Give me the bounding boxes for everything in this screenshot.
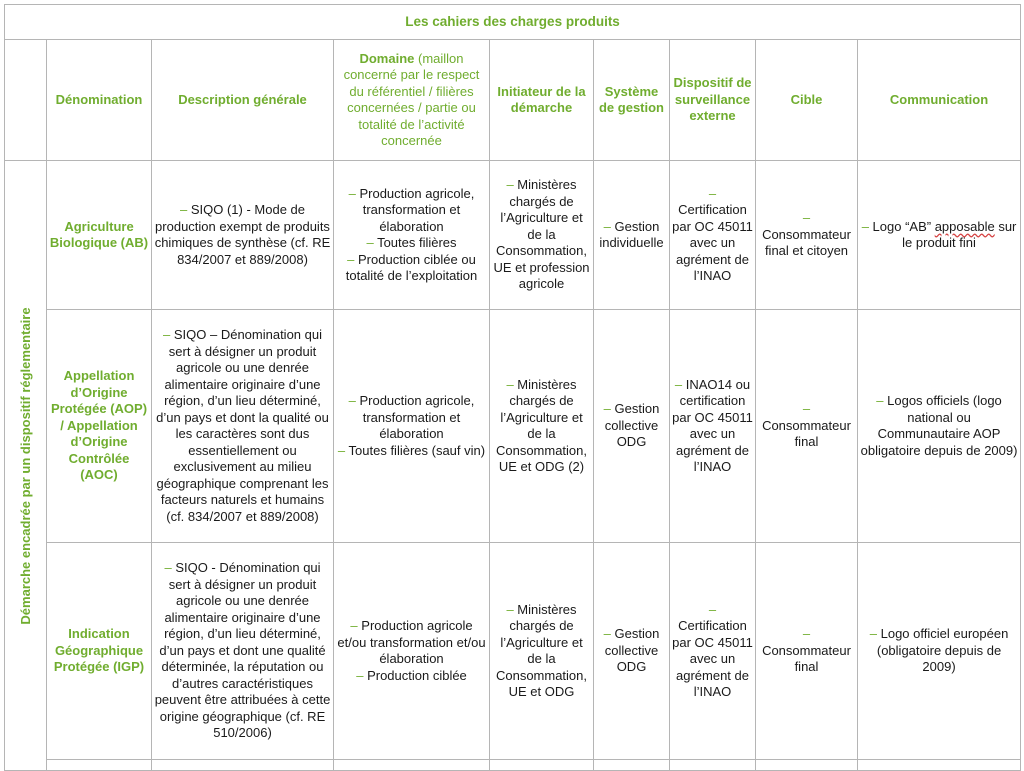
cible-cell: – Consommateur final	[756, 310, 858, 543]
description-cell: – SIQO – Dénomination qui sert à désigner un produit agricole ou une denrée alimentaire originaire d’une région, d’un lieu déterminé, d’un pays et dont la qualité ou les caractères sont dus essentiellement ou exclusivement au milieu géographique comprenant les facteurs naturels et humains (cf. 834/2007 et 889/2008)	[152, 310, 334, 543]
cahiers-des-charges-table	[4, 4, 1021, 771]
side-label: Démarche encadrée par un dispositif réglementaire	[17, 306, 33, 625]
header-row	[5, 40, 1021, 161]
table-row-partial	[5, 760, 1021, 771]
table-title: Les cahiers des charges produits	[5, 5, 1021, 40]
table-row	[5, 543, 1021, 760]
header-cible: Cible	[756, 40, 858, 161]
description-cell: – SIQO (1) - Mode de production exempt de produits chimiques de synthèse (cf. RE 834/2007 et 889/2008)	[152, 161, 334, 310]
communication-cell: – Logo “AB” apposable sur le produit fini	[858, 161, 1021, 310]
cible-cell: – Consommateur final	[756, 543, 858, 760]
denomination-cell: Indication Géographique Protégée (IGP)	[47, 543, 152, 760]
header-denomination: Dénomination	[47, 40, 152, 161]
header-description: Description générale	[152, 40, 334, 161]
systeme-cell: – Gestion collective ODG	[594, 543, 670, 760]
initiateur-cell: – Ministères chargés de l’Agriculture et de la Consommation, UE et ODG	[490, 543, 594, 760]
domaine-cell: – Production agricole, transformation et élaboration – Toutes filières (sauf vin)	[334, 310, 490, 543]
communication-cell: – Logos officiels (logo national ou Communautaire AOP obligatoire depuis de 2009)	[858, 310, 1021, 543]
systeme-cell: – Gestion individuelle	[594, 161, 670, 310]
dispositif-cell: – Certification par OC 45011 avec un agrément de l’INAO	[670, 161, 756, 310]
initiateur-cell: – Ministères chargés de l’Agriculture et de la Consommation, UE et profession agricole	[490, 161, 594, 310]
spellcheck-underline: apposable	[934, 218, 995, 234]
domaine-cell: – Production agricole et/ou transformation et/ou élaboration – Production ciblée	[334, 543, 490, 760]
header-empty-cell	[5, 40, 47, 161]
side-label-cell	[5, 161, 47, 771]
dispositif-cell: – INAO14 ou certification par OC 45011 avec un agrément de l’INAO	[670, 310, 756, 543]
systeme-cell: – Gestion collective ODG	[594, 310, 670, 543]
header-domaine	[334, 40, 490, 161]
header-domaine-bold: Domaine	[359, 50, 415, 66]
dispositif-cell: – Certification par OC 45011 avec un agrément de l’INAO	[670, 543, 756, 760]
header-communication: Communication	[858, 40, 1021, 161]
description-cell: – SIQO - Dénomination qui sert à désigner un produit agricole ou une denrée alimentaire originaire d’une région, d’un lieu déterminé, d’un pays et dont une qualité déterminée, la réputation ou d’autres caractéristiques peuvent être attribuées à cette origine géographique (cf. RE 510/2006)	[152, 543, 334, 760]
header-systeme: Système de gestion	[594, 40, 670, 161]
header-domaine-detail: (maillon concerné par le respect du référentiel / filières concernées / partie ou totalité de l’activité concernée	[343, 50, 480, 148]
header-initiateur: Initiateur de la démarche	[490, 40, 594, 161]
table-row	[5, 310, 1021, 543]
table-row	[5, 161, 1021, 310]
denomination-cell: Appellation d’Origine Protégée (AOP) / Appellation d’Origine Contrôlée (AOC)	[47, 310, 152, 543]
initiateur-cell: – Ministères chargés de l’Agriculture et de la Consommation, UE et ODG (2)	[490, 310, 594, 543]
cible-cell: – Consommateur final et citoyen	[756, 161, 858, 310]
domaine-cell: – Production agricole, transformation et élaboration – Toutes filières – Production ciblée ou totalité de l’exploitation	[334, 161, 490, 310]
denomination-cell: Agriculture Biologique (AB)	[47, 161, 152, 310]
header-dispositif: Dispositif de surveillance externe	[670, 40, 756, 161]
communication-cell: – Logo officiel européen (obligatoire depuis de 2009)	[858, 543, 1021, 760]
